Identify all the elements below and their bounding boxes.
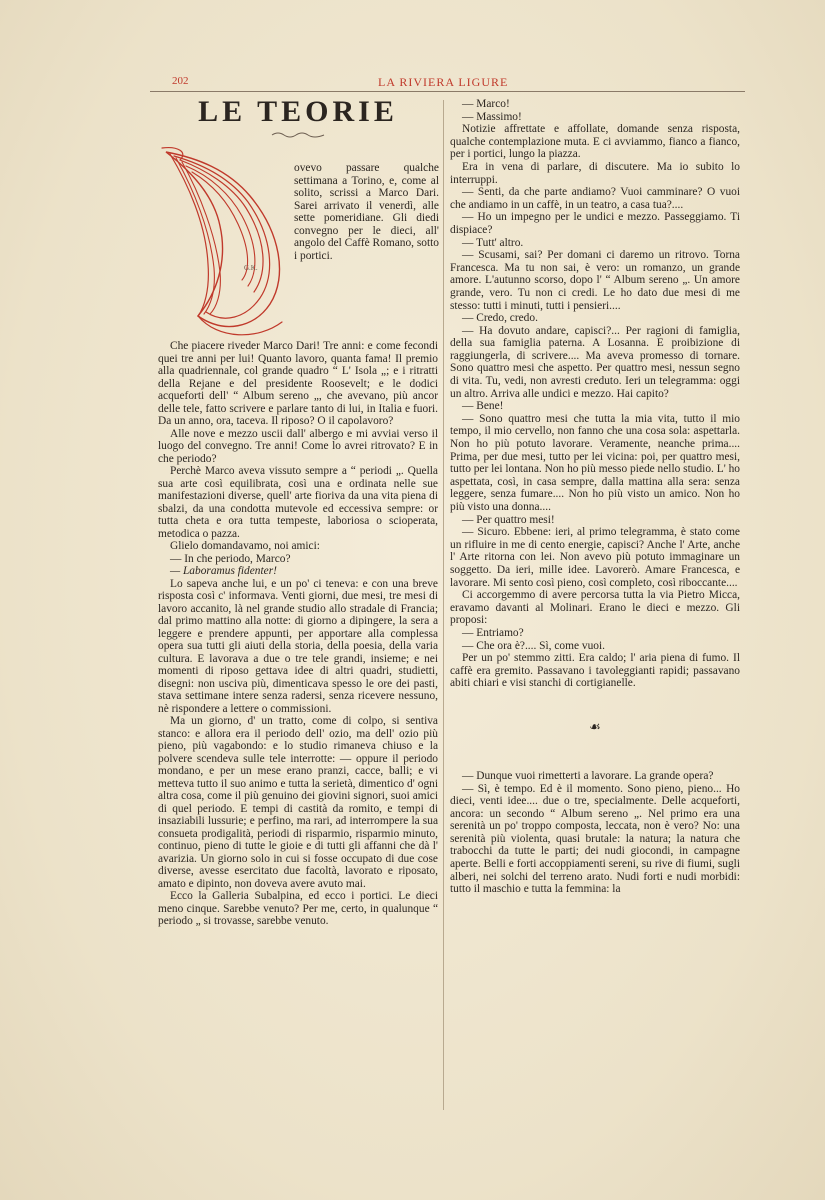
journal-title: LA RIVIERA LIGURE (378, 75, 509, 89)
column-divider (443, 100, 444, 1110)
paragraph: — Ho un impegno per le undici e mezzo. Passeggiamo. Ti dispiace? (450, 211, 740, 236)
paragraph: — Che ora è?.... Sì, come vuoi. (462, 639, 605, 652)
paragraph: — Senti, da che parte andiamo? Vuoi camminare? O vuoi che andiamo in un caffè, in un teatro, a casa tua?.... (450, 186, 740, 211)
paragraph: — Sì, è tempo. Ed è il momento. Sono pieno, pieno... Ho dieci, venti idee.... due o tre, specialmente. Delle acqueforti, ancora: un secondo “ Album sereno „. Nel primo era una serenità un po' troppo composta, leccata, non è vero? No: una serenità più violenta, quasi brutale: la natura; la natura che trabocchi da tutte le parti; dei nudi giocondi, in campagne aperte. Belli e forti accoppiamenti sereni, su rive di fiumi, sugli alberi, nei solchi del terreno arato. Nudi forti e nudi morbidi: tutto il maschio e tutta la femmina: la (450, 782, 740, 896)
paragraph: — Credo, credo. (462, 312, 538, 325)
paragraph: Ecco la Galleria Subalpina, ed ecco i portici. Le dieci meno cinque. Sarebbe venuto? Per me, certo, in qualunque “ periodo „ si trovasse, sarebbe venuto. (158, 890, 438, 927)
right-column-paragraphs (450, 98, 740, 690)
paragraph: — Laboramus fidenter! (170, 565, 277, 577)
paragraph: — Massimo! (462, 110, 522, 123)
paragraph: Ci accorgemmo di avere percorsa tutta la via Pietro Micca, eravamo davanti al Molinari. Erano le dieci e mezzo. Gli proposi: (450, 589, 740, 627)
paragraph: — Ha dovuto andare, capisci?... Per ragioni di famiglia, della sua famiglia paterna. A Losanna. E proibizione di raggiungerla, di scrivere.... Ma aveva promesso di tornare. Sono quattro mesi che aspetto. Per quattro mesi, nessun segno di vita. Tu, vedi, non avresti creduto. Ieri un telegramma: oggi un altro. Arriva alle undici e mezzo. Hai capito? (450, 324, 740, 400)
paragraph: Lo sapeva anche lui, e un po' ci teneva: e con una breve risposta così c' informava. Venti giorni, due mesi, tre mesi di lavoro accanito, là nel grande studio allo stradale di Francia; dal primo mattino alla notte: di giorno a dipingere, la sera a leggere e prendere appunti, per apportare alla complessa opera sua tutti gli aiuti della storia, della poesia, della varia cultura. E lavorava a due o tre tele grandi, insieme; e nei momenti di riposo gettava idee di altri quadri, studietti, disegni: non usciva più, dimenticava spesso le ore dei pasti, stava settimane intere senza radersi, senza ricevere nessuno, nè rispondere a lettere o commissioni. (158, 577, 438, 715)
paragraph: — Entriamo? (462, 626, 524, 639)
running-head (150, 76, 745, 92)
article-title: LE TEORIE (198, 95, 398, 128)
paragraph: Notizie affrettate e affollate, domande senza risposta, qualche contemplazione muta. E ci avviammo, fianco a fianco, per i portici, lungo la piazza. (450, 123, 740, 161)
drop-cap-block (158, 144, 438, 340)
paragraph: Per un po' stemmo zitti. Era caldo; l' aria piena di fumo. Il caffè era gremito. Passavano i tavoleggianti rapidi; passavano abiti chiari e visi stanchi di cortigianelle. (450, 652, 740, 690)
paragraph: — Dunque vuoi rimetterti a lavorare. La grande opera? (462, 769, 714, 782)
paragraph: — Marco! (462, 98, 510, 110)
paragraph: Era in vena di parlare, di discutere. Ma io subito lo interruppi. (450, 160, 740, 186)
paragraph: — Scusami, sai? Per domani ci daremo un ritrovo. Torna Francesca. Ma tu non sai, è vero: un romanzo, un grande amore. L'autunno scorso, dopo l' “ Album sereno „. Un amore grande, vero. Tu non ci credi. Le ho dato due mesi di me stesso: tutti i minuti, tutti i pensieri.... (450, 249, 740, 312)
dropcap-paragraph: ovevo passare qualche settimana a Torino, e, come al solito, scrissi a Marco Dari. Sarei arrivato il venerdì, alle sette pomeridiane. Gli diedi convegno per le dieci, all' angolo del Caffè Romano, sotto i portici. (294, 162, 439, 262)
paragraph: Che piacere riveder Marco Dari! Tre anni: e come fecondi quei tre anni per lui! Quanto lavoro, quanta fama! Il premio alla quadriennale, col grande quadro “ L' Isola „; e i ritratti della Rejane e del presidente Roosevelt; e le dodici acqueforti dell' “ Album sereno „, che avevano, più ancor delle tele, fatto scrivere e parlare tanto di lui, in Italia e fuori. Da un anno, ora, taceva. Il riposo? O il capolavoro? (158, 340, 438, 427)
paragraph: Perchè Marco aveva vissuto sempre a “ periodi „. Quella sua arte così equilibrata, così una e ordinata nelle sue manifestazioni diverse, quell' arte fioriva da una vita piena di sbalzi, da una condotta mutevole ed eccessiva sempre: or tutta cheta e ora tutta tempeste, laboriosa o scioperata, metodica o pazza. (158, 465, 438, 540)
right-column-paragraphs-after (450, 770, 740, 896)
paragraph: — In che periodo, Marco? (170, 552, 291, 565)
paragraph: Glielo domandavamo, noi amici: (170, 540, 320, 552)
drop-cap-d-icon (158, 144, 306, 340)
left-column (158, 96, 438, 928)
paragraph: — Bene! (462, 400, 504, 413)
dropcap-paragraph-block (294, 162, 439, 262)
paragraph: Ma un giorno, d' un tratto, come di colpo, si sentiva stanco: e allora era il periodo dell' ozio, ma dell' ozio più pieno, più vagabondo: e lo studio rimaneva chiuso e la polvere scendeva sulle tele interrotte: — oppure il periodo mondano, e per un mese erano pranzi, cacce, balli; e vi metteva tutto il suo animo e tutta la serietà, dimentico d' ogni altra cosa, come il più genuino dei giovini signori, suoi amici di quel periodo. E tempi di castità da romito, e tempi di insaziabili lussurie; e perfino, ma rari, ad interrompere la sua consueta prodigalità, periodi di risparmio, risparmio minuto, continuo, pieno di tutte le gioie e di tutti gli affanni che dà l' avarizia. Un giorno solo in cui si fosse occupato di due cose diverse, avesse esercitato due facoltà, lavorato e riposato, amato e dipinto, non doveva avere avuto mai. (158, 715, 438, 890)
title-flourish-icon (270, 130, 326, 138)
page-number: 202 (172, 75, 189, 87)
paragraph: Alle nove e mezzo uscii dall' albergo e mi avviai verso il luogo del convegno. Tre anni! Come lo avrei ritrovato? E in che periodo? (158, 427, 438, 465)
paragraph: — Sono quattro mesi che tutta la mia vita, tutto il mio tempo, il mio cervello, non fanno che una cosa sola: aspettarla. Non ho più potuto lavorare. Veramente, neanche prima.... Prima, per due mesi, tutto per lei vicina: poi, per quattro mesi, tutto per lei lontana. Non ho più messo piede nello studio. L' ho aspettata, così, in casa sempre, dalla mattina alla sera: senza leggere, senza fumare.... Non ho più visto un amico. Non ho più visto una donna.... (450, 412, 740, 513)
left-column-paragraphs (158, 340, 438, 928)
paragraph: — Sicuro. Ebbene: ieri, al primo telegramma, è stato come un rifluire in me di cento energie, capisci? Anche l' Arte, anche l' Arte ritorna con lei. Non avevo più potuto immaginare un soggetto. Da ieri, mille idee. Lavorerò. Amare Francesca, e lavorare. Mi sento così pieno, così completo, così riboccante.... (450, 526, 740, 589)
paragraph: — Tutt' altro. (462, 236, 524, 249)
section-ornament-icon: ☙ (589, 719, 601, 735)
right-column (450, 98, 740, 896)
svg-text:G.K.: G.K. (244, 264, 258, 272)
paragraph: — Per quattro mesi! (462, 513, 555, 526)
